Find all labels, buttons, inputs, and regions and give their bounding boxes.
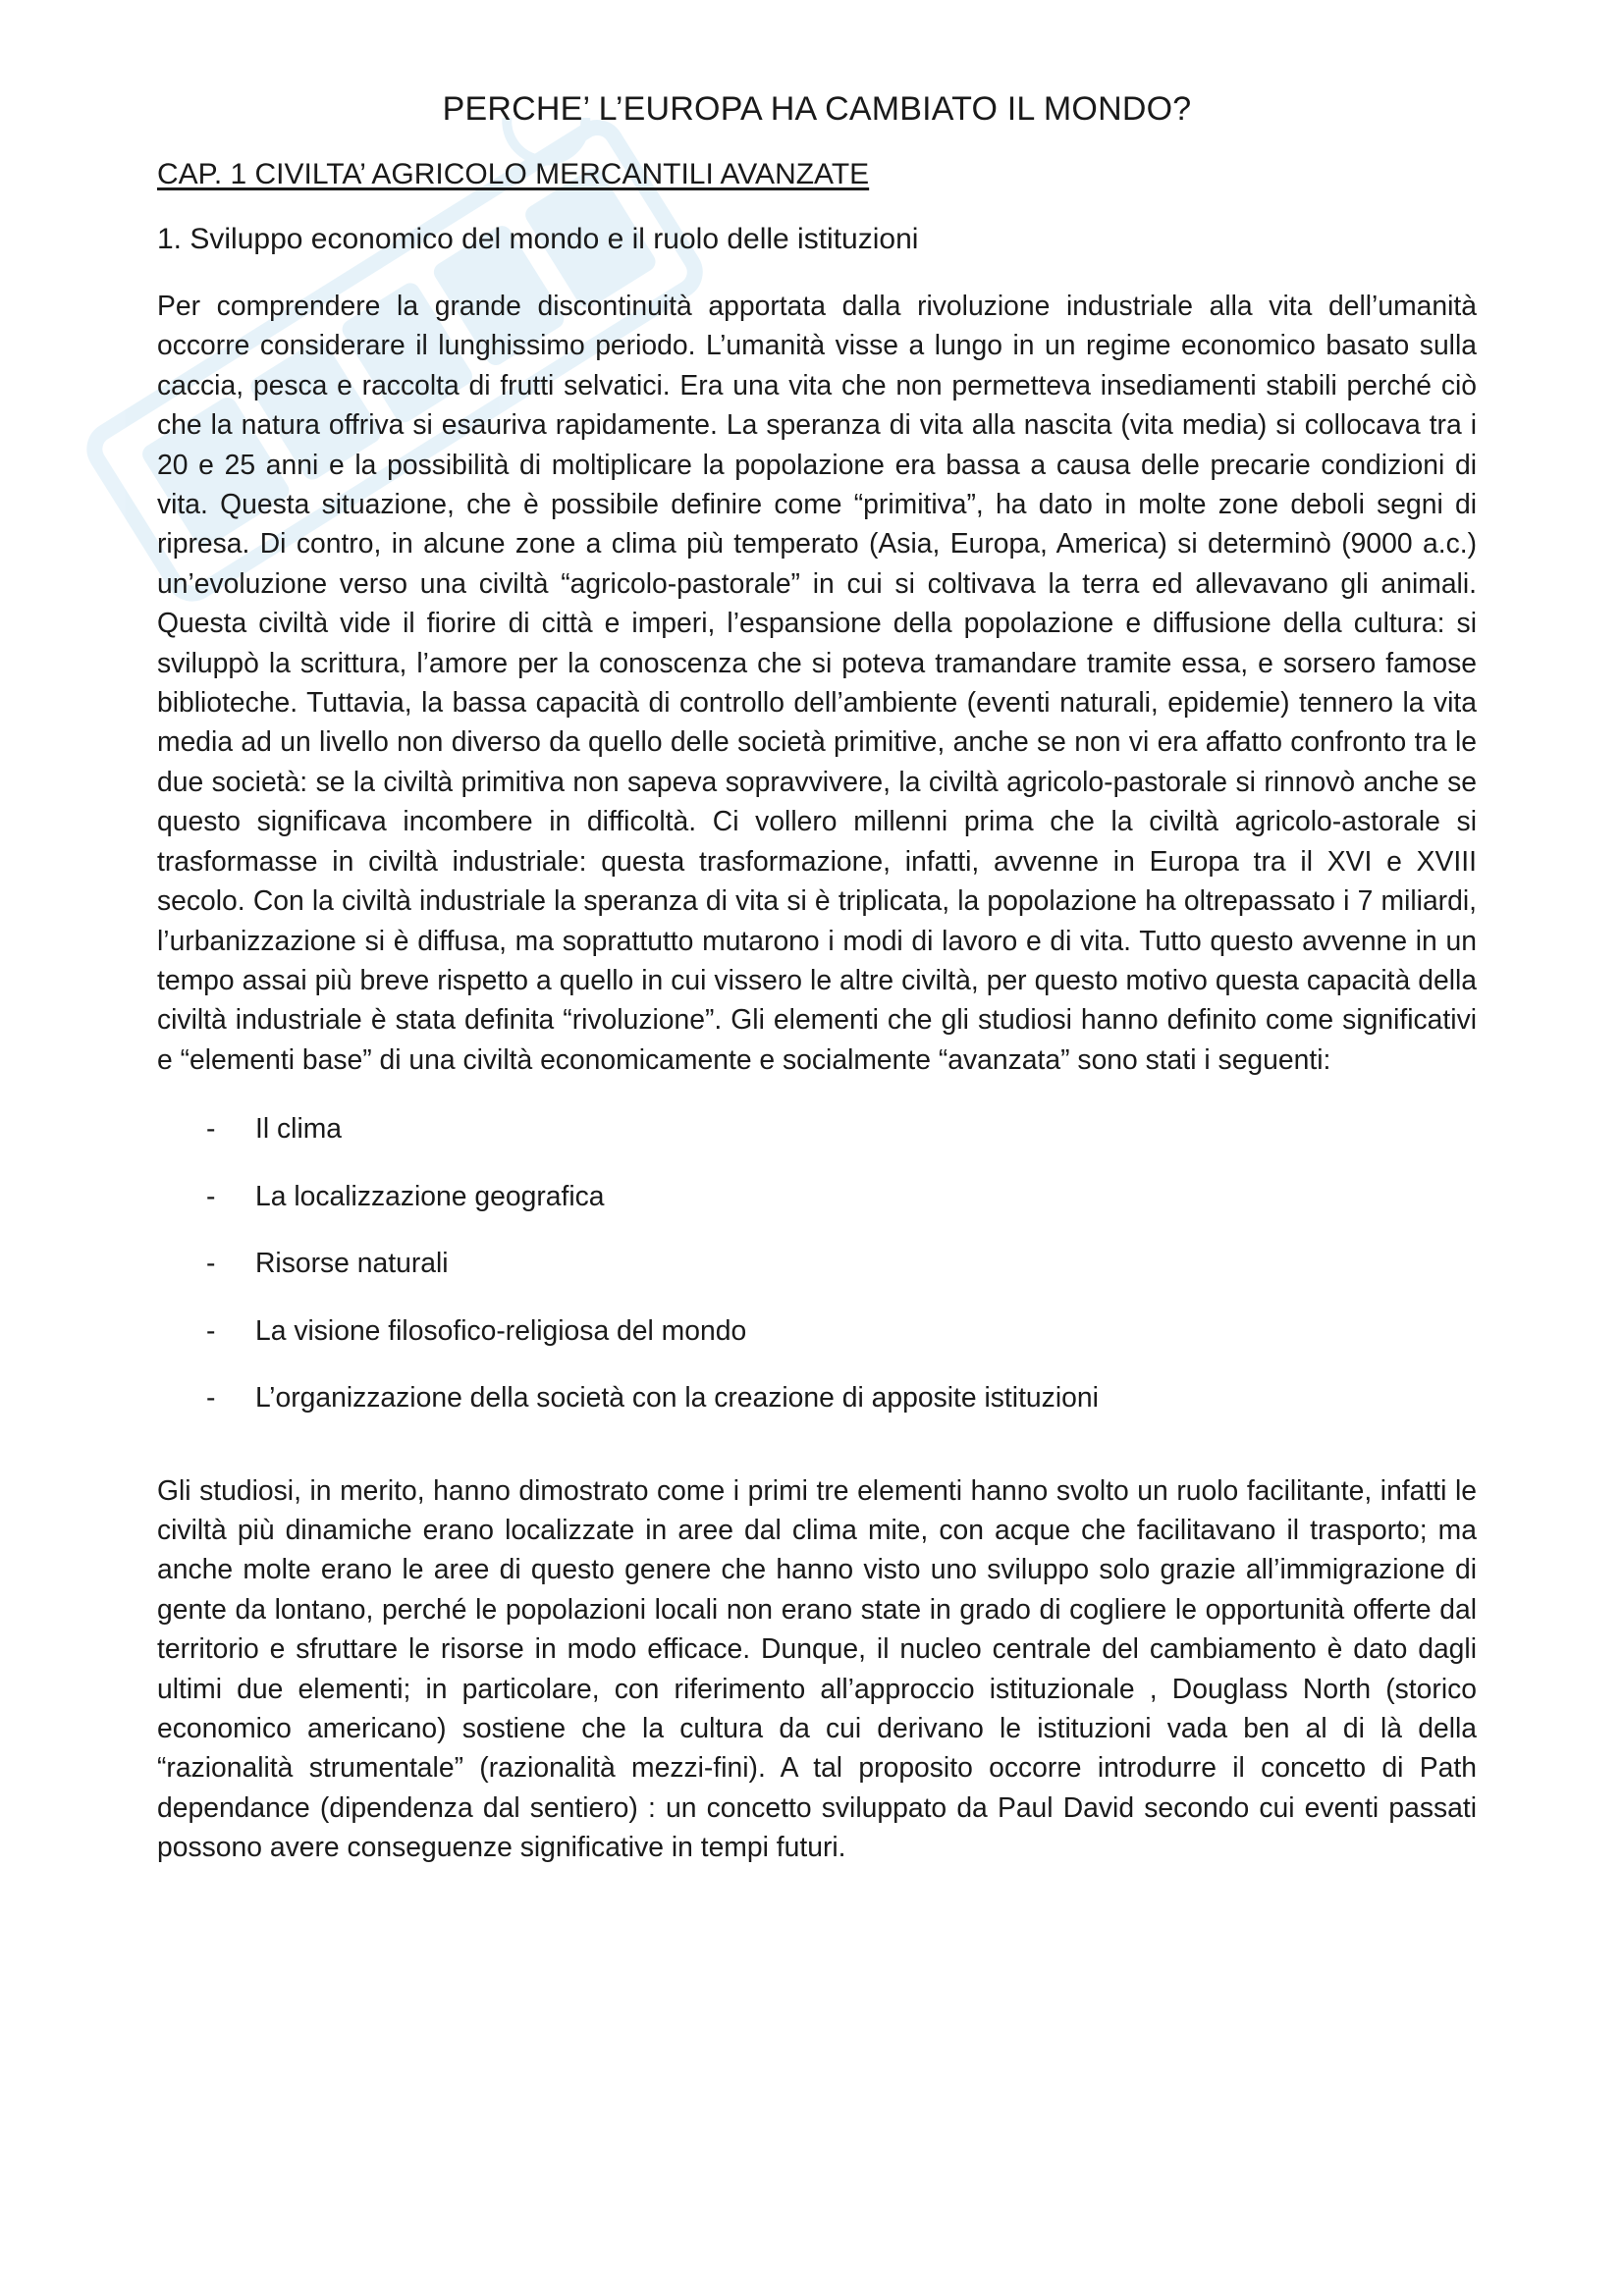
- list-item: [157, 1108, 1477, 1176]
- bullet-dash: -: [206, 1179, 216, 1211]
- document-title: PERCHE’ L’EUROPA HA CAMBIATO IL MONDO?: [442, 90, 1192, 128]
- list-item-text: Il clima: [255, 1112, 343, 1145]
- elements-list: [157, 1108, 1477, 1445]
- paragraph-conclusion: Gli studiosi, in merito, hanno dimostrato come i primi tre elementi hanno svolto un ruolo facilitante, infatti le civiltà più dinamiche erano localizzate in aree dal clima mite, con acque che facilitavano il trasporto; ma anche molte erano le aree di questo genere che hanno visto uno sviluppo solo grazie all’immigrazione di gente da lontano, perché le popolazioni locali non erano state in grado di cogliere le opportunità offerte dal territorio e sfruttare le risorse in modo efficace. Dunque, il nucleo centrale del cambiamento è dato dagli ultimi due elementi; in particolare, con riferimento all’approccio istituzionale , Douglass North (storico economico americano) sostiene che la cultura da cui derivano le istituzioni vada ben al di là della “razionalità strumentale” (razionalità mezzi-fini). A tal proposito occorre introdurre il concetto di Path dependance (dipendenza dal sentiero) : un concetto sviluppato da Paul David secondo cui eventi passati possono avere conseguenze significative in tempi futuri.: [157, 1473, 1477, 1863]
- list-item-text: L’organizzazione della società con la creazione di apposite istituzioni: [255, 1381, 1099, 1414]
- list-item-text: La visione filosofico-religiosa del mondo: [255, 1313, 747, 1346]
- list-item: [157, 1377, 1477, 1445]
- bullet-dash: -: [206, 1313, 216, 1346]
- list-item-text: Risorse naturali: [255, 1247, 449, 1279]
- chapter-title: CAP. 1 CIVILTA’ AGRICOLO MERCANTILI AVANZATE: [157, 158, 870, 190]
- list-item: [157, 1176, 1477, 1244]
- bullet-dash: -: [206, 1112, 216, 1145]
- section-title: 1. Sviluppo economico del mondo e il ruolo delle istituzioni: [157, 223, 919, 255]
- paragraph-intro: Per comprendere la grande discontinuità apportata dalla rivoluzione industriale alla vita dell’umanità occorre considerare il lunghissimo periodo. L’umanità visse a lungo in un regime economico basato sulla caccia, pesca e raccolta di frutti selvatici. Era una vita che non permetteva insediamenti stabili perché ciò che la natura offriva si esauriva rapidamente. La speranza di vita alla nascita (vita media) si collocava tra i 20 e 25 anni e la possibilità di moltiplicare la popolazione era bassa a causa delle precarie condizioni di vita. Questa situazione, che è possibile definire come “primitiva”, ha dato in molte zone deboli segni di ripresa. Di contro, in alcune zone a clima più temperato (Asia, Europa, America) si determinò (9000 a.c.) un’evoluzione verso una civiltà “agricolo-pastorale” in cui si coltivava la terra ed allevavano gli animali. Questa civiltà vide il fiorire di città e imperi, l’espansione della popolazione e diffusione della cultura: si sviluppò la scrittura, l’amore per la conoscenza che si poteva tramandare tramite essa, e sorsero famose biblioteche. Tuttavia, la bassa capacità di controllo dell’ambiente (eventi naturali, epidemie) tennero la vita media ad un livello non diverso da quello delle società primitive, anche se non vi era affatto confronto tra le due società: se la civiltà primitiva non sapeva sopravvivere, la civiltà agricolo-pastorale si rinnovò anche se questo significava incombere in difficoltà. Ci vollero millenni prima che la civiltà agricolo-astorale si trasformasse in civiltà industriale: questa trasformazione, infatti, avvenne in Europa tra il XVI e XVIII secolo. Con la civiltà industriale la speranza di vita si è triplicata, la popolazione ha oltrepassato i 7 miliardi, l’urbanizzazione si è diffusa, ma soprattutto mutarono i modi di lavoro e di vita. Tutto questo avvenne in un tempo assai più breve rispetto a quello in cui vissero le altre civiltà, per questo motivo questa capacità della civiltà industriale è stata definita “rivoluzione”. Gli elementi che gli studiosi hanno definito come significativi e “elementi base” di una civiltà economicamente e socialmente “avanzata” sono stati i seguenti:: [157, 290, 1477, 1075]
- list-item: [157, 1243, 1477, 1310]
- list-item-text: La localizzazione geografica: [255, 1179, 605, 1211]
- bullet-dash: -: [206, 1247, 216, 1279]
- list-item: [157, 1310, 1477, 1378]
- bullet-dash: -: [206, 1381, 216, 1414]
- document-body: [157, 90, 1477, 1867]
